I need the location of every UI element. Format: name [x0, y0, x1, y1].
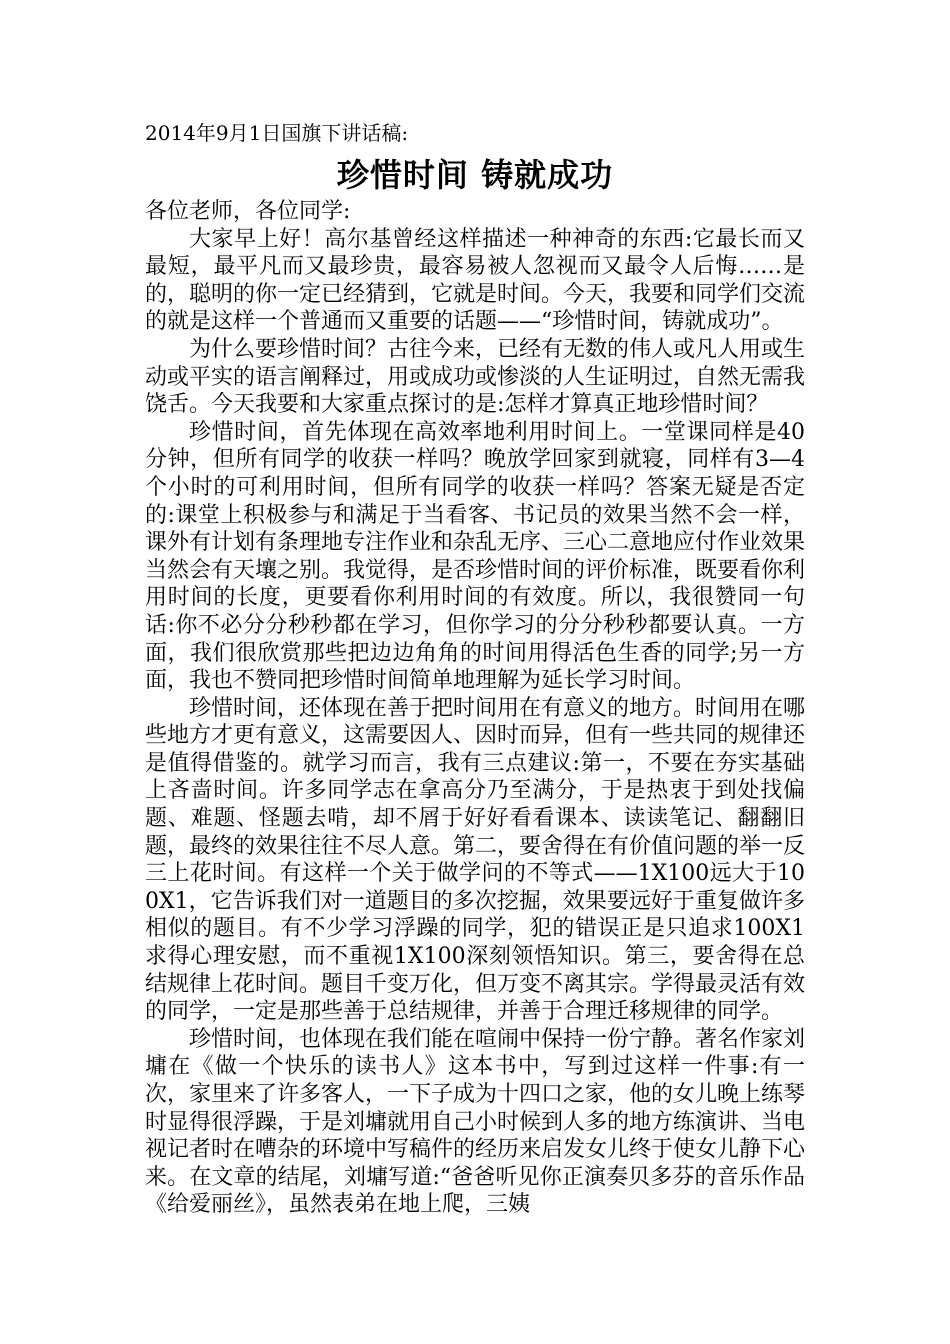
date-line: 2014年9月1日国旗下讲话稿:	[145, 121, 409, 145]
salutation: 各位老师，各位同学:	[145, 199, 351, 224]
paragraph-2: 为什么要珍惜时间？古往今来，已经有无数的伟人或凡人用或生动或平实的语言阐释过，用或成功或惨淡的人生证明过，自然无需我饶舌。今天我要和大家重点探讨的是:怎样才算真正地珍惜时间？	[145, 336, 806, 418]
paragraph-1: 大家早上好！高尔基曾经这样描述一种神奇的东西:它最长而又最短，最平凡而又最珍贵，最容易被人忽视而又最令人后悔……是的，聪明的你一定已经猜到，它就是时间。今天，我要和同学们交流的就是这样一个普通而又重要的话题——“珍惜时间，铸就成功”。	[145, 226, 806, 335]
paragraph-3: 珍惜时间，首先体现在高效率地利用时间上。一堂课同样是40分钟，但所有同学的收获一样吗？晚放学回家到就寝，同样有3—4个小时的可利用时间，但所有同学的收获一样吗？答案无疑是否定的:课堂上积极参与和满足于当看客、书记员的效果当然不会一样，课外有计划有条理地专注作业和杂乱无序、三心二意地应付作业效果当然会有天壤之别。我觉得，是否珍惜时间的评价标准，既要看你利用时间的长度，更要看你利用时间的有效度。所以，我很赞同一句话:你不必分分秒秒都在学习，但你学习的分分秒秒都要认真。一方面，我们很欣赏那些把边边角角的时间用得活色生香的同学;另一方面，我也不赞同把珍惜时间简单地理解为延长学习时间。	[145, 419, 806, 694]
paragraph-5: 珍惜时间，也体现在我们能在喧闹中保持一份宁静。著名作家刘墉在《做一个快乐的读书人》这本书中，写到过这样一件事:有一次，家里来了许多客人，一下子成为十四口之家，他的女儿晚上练琴时显得很浮躁，于是刘墉就用自己小时候到人多的地方练演讲、当电视记者时在嘈杂的环境中写稿件的经历来启发女儿终于使女儿静下心来。在文章的结尾，刘墉写道:“爸爸听见你正演奏贝多芬的音乐作品《给爱丽丝》，虽然表弟在地上爬，三姨	[145, 1026, 806, 1218]
paragraph-4: 珍惜时间，还体现在善于把时间用在有意义的地方。时间用在哪些地方才更有意义，这需要因人、因时而异，但有一些共同的规律还是值得借鉴的。就学习而言，我有三点建议:第一，不要在夯实基础上吝啬时间。许多同学志在拿高分乃至满分，于是热衷于到处找偏题、难题、怪题去啃，却不屑于好好看看课本、读读笔记、翻翻旧题，最终的效果往往不尽人意。第二，要舍得在有价值问题的举一反三上花时间。有这样一个关于做学问的不等式——1X100远大于100X1，它告诉我们对一道题目的多次挖掘，效果要远好于重复做许多相似的题目。有不少学习浮躁的同学，犯的错误正是只追求100X1求得心理安慰，而不重视1X100深刻领悟知识。第三，要舍得在总结规律上花时间。题目千变万化，但万变不离其宗。学得最灵活有效的同学，一定是那些善于总结规律，并善于合理迁移规律的同学。	[145, 695, 806, 1025]
page-title: 珍惜时间 铸就成功	[336, 156, 614, 194]
